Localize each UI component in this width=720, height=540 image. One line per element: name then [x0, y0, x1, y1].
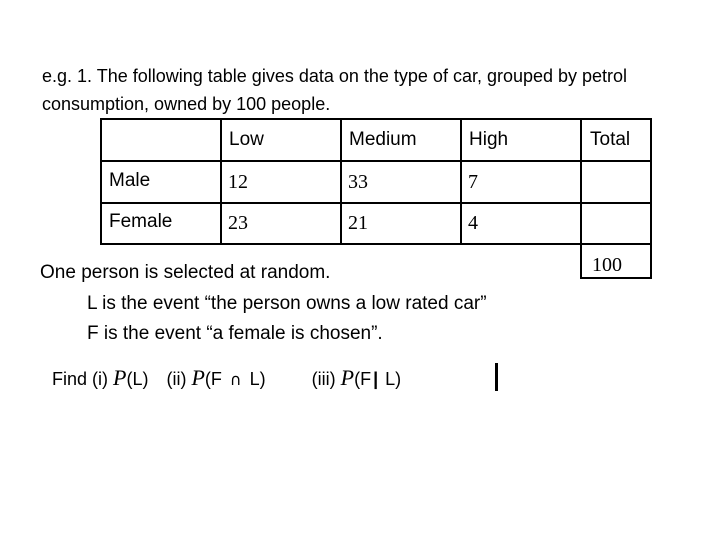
part-iii-arg-close: L): [380, 369, 402, 389]
probability-symbol: P: [191, 365, 205, 390]
statement-line-2: L is the event “the person owns a low rated car”: [87, 293, 487, 314]
header-low: Low: [229, 129, 264, 150]
table-line-col1: [220, 118, 222, 245]
find-prompt: [52, 366, 401, 392]
male-high: 7: [468, 171, 478, 193]
part-i-argument: (L): [126, 369, 149, 389]
part-ii-label: (ii): [166, 369, 192, 389]
probability-symbol: P: [113, 365, 127, 390]
part-iii-arg-open: (F: [354, 369, 372, 389]
row-label-female: Female: [109, 211, 173, 232]
table-line-col4: [580, 118, 582, 279]
grand-total: 100: [592, 254, 622, 276]
header-total: Total: [590, 129, 631, 150]
table-line-right: [650, 118, 652, 279]
given-bar: |: [373, 369, 379, 389]
header-medium: Medium: [349, 129, 417, 150]
table-line-total: [580, 277, 652, 279]
part-ii-arg-close: L): [244, 369, 266, 389]
table-line-top: [100, 118, 652, 120]
table-line-col3: [460, 118, 462, 245]
male-low: 12: [228, 171, 248, 193]
intersection-icon: ∩: [229, 370, 242, 389]
statement-line-1: One person is selected at random.: [40, 262, 331, 283]
probability-symbol: P: [340, 365, 355, 390]
table-line-col2: [340, 118, 342, 245]
female-medium: 21: [348, 212, 368, 234]
statement-line-3: F is the event “a female is chosen”.: [87, 323, 383, 344]
part-ii-arg-open: (F: [204, 369, 227, 389]
female-high: 4: [468, 212, 478, 234]
header-high: High: [469, 129, 509, 150]
table-line-female: [100, 243, 652, 245]
male-medium: 33: [348, 171, 368, 193]
table-line-header: [100, 160, 652, 162]
table-line-male: [100, 202, 652, 204]
part-iii-label: (iii): [311, 369, 341, 389]
female-low: 23: [228, 212, 248, 234]
row-label-male: Male: [109, 170, 151, 191]
table-line-left: [100, 118, 102, 245]
question-intro: e.g. 1. The following table gives data on the type of car, grouped by petrol consumption, owned by 100 people.: [42, 66, 628, 114]
text-cursor: [495, 363, 498, 391]
find-prefix: Find (i): [52, 369, 114, 389]
